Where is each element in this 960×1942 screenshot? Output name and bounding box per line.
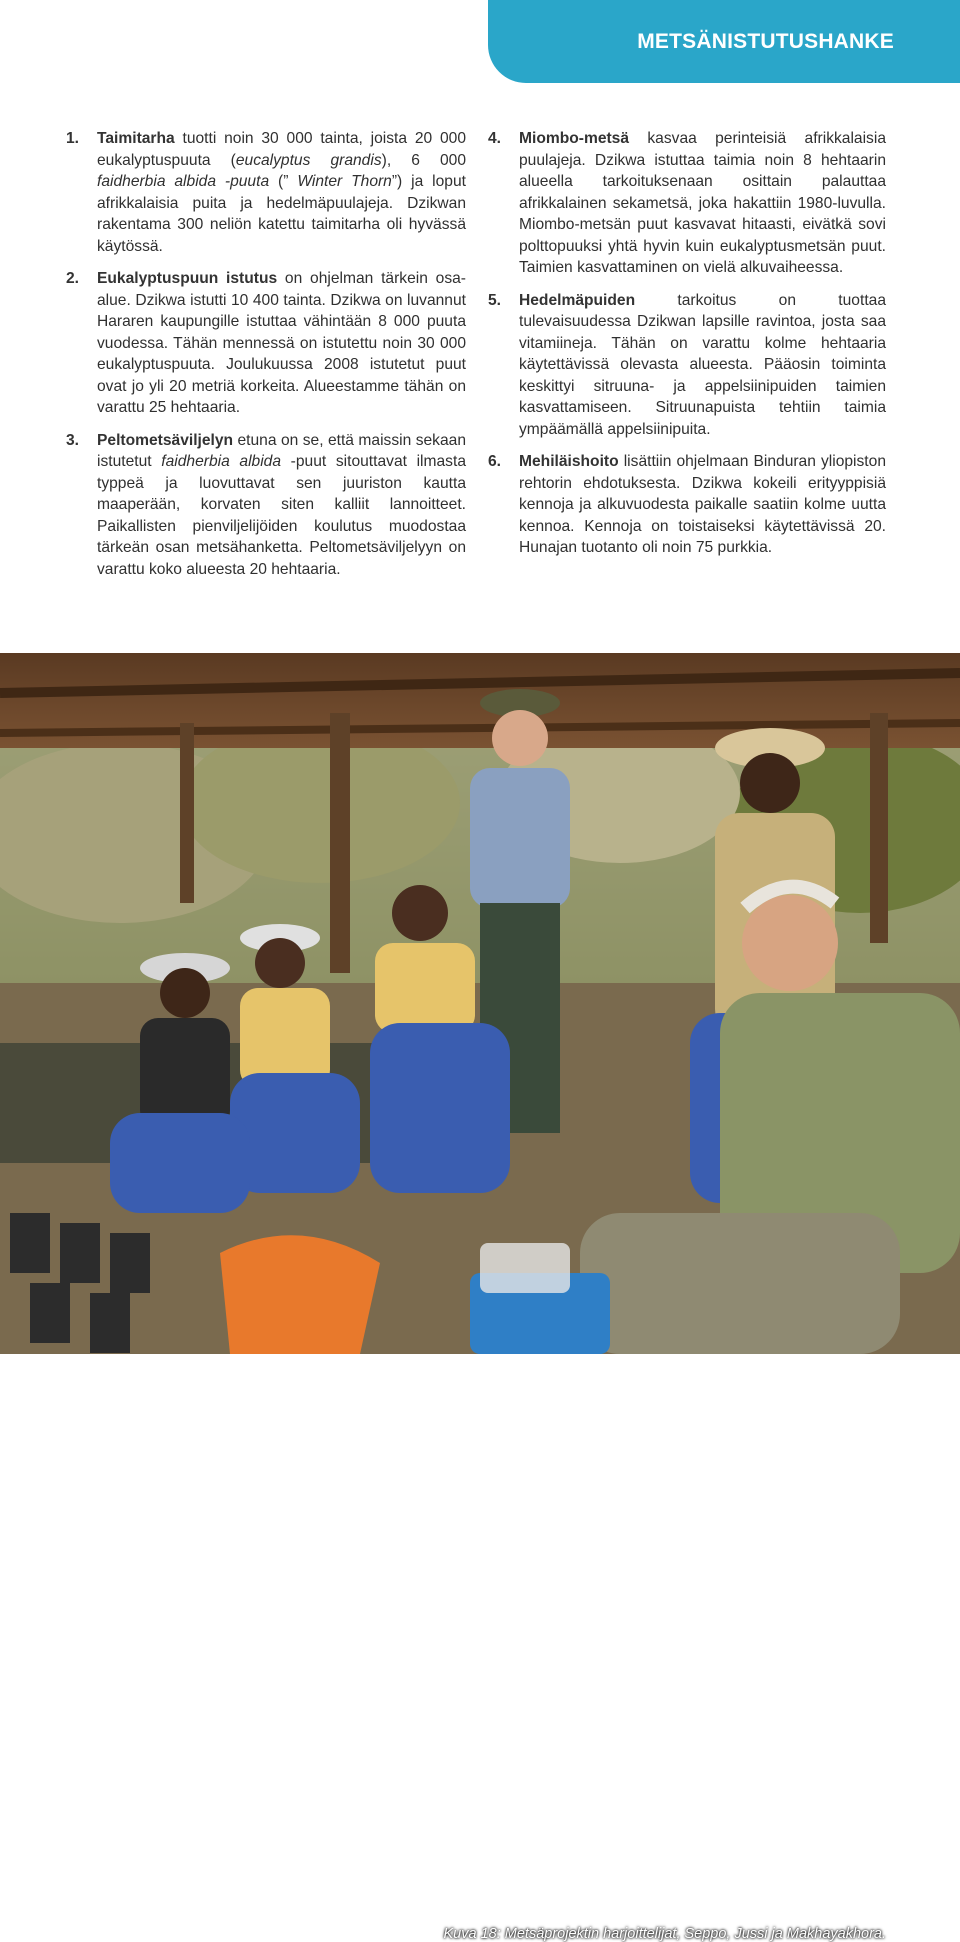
item-text-run: Winter Thorn bbox=[297, 173, 392, 190]
list-item bbox=[488, 451, 886, 559]
item-heading: Peltometsäviljelyn bbox=[97, 431, 234, 449]
item-heading: Mehiläishoito bbox=[519, 453, 619, 470]
item-number: 4. bbox=[488, 130, 502, 147]
item-text bbox=[519, 128, 886, 279]
photo-illustration bbox=[0, 653, 960, 1354]
item-text-run: (” bbox=[269, 173, 298, 190]
item-number: 5. bbox=[488, 291, 502, 309]
photo-caption: Kuva 18: Metsäprojektin harjoittelijat, Seppo, Jussi ja Makhayakhora. bbox=[443, 1926, 886, 1942]
item-number: 6. bbox=[488, 453, 502, 470]
left-column bbox=[66, 128, 466, 591]
item-text bbox=[97, 268, 466, 419]
list-item bbox=[66, 430, 466, 581]
item-text-run: kasvaa perinteisiä afrikkalaisia puulajeja. Dzikwa istuttaa taimia noin 8 hehtaarin alueella tarkoituksenaan osittain palauttaa afrikkalainen sekametsä, joka hakattiin 1980-luvulla. Miombo-metsän puut kasvavat hitaasti, eivätkä sovi polttopuuksi yhtä hyvin kuin eukalyptusmetsän puut. Taimien kasvattaminen on vielä alkuvaiheessa. bbox=[519, 130, 886, 276]
item-text-run: ”) ja loput afrikkalaisia puita ja hedelmäpuulajeja. Dzikwan rakentama 300 neliön katettu taimitarha oli hyvässä käytössä. bbox=[97, 173, 466, 255]
list-item bbox=[488, 128, 886, 279]
list-item bbox=[66, 268, 466, 419]
right-column bbox=[488, 128, 886, 570]
item-text-run: etuna on se, että maissin sekaan istutetut bbox=[97, 431, 466, 470]
list-item bbox=[66, 128, 466, 257]
item-number: 3. bbox=[66, 431, 80, 449]
item-text-run: -puut sitouttavat ilmasta typpeä ja luovuttavat sen juuriston kautta maaperään, korvaten siten kalliit lannoitteet. Paikallisten pienviljelijöiden koulutus muodostaa tärkeän osan metsähanketta. Peltometsäviljelyyn on varattu koko alueesta 20 hehtaaria. bbox=[97, 453, 466, 578]
item-heading: Taimitarha bbox=[97, 130, 175, 147]
item-text bbox=[519, 290, 886, 441]
item-text-run: on ohjelman tärkein osa-alue. Dzikwa istutti 10 400 tainta. Dzikwa on luvannut Hararen kaupungille istuttaa vähintään 8 000 puuta vuodessa. Tähän mennessä on istutettu noin 30 000 eukalyptuspuuta. Joulukuussa 2008 istutetut puut ovat jo yli 20 metriä korkeita. Alueestamme tähän on varattu 25 hehtaaria. bbox=[97, 270, 466, 416]
item-heading: Miombo-metsä bbox=[519, 130, 630, 147]
header-banner bbox=[488, 0, 960, 83]
item-text-run: tarkoitus on tuottaa tulevaisuudessa Dzikwan lapsille ravintoa, josta saa vitamiineja. Tähän on varattu kolme hehtaaria käytettävissä olevasta alueesta. Pääosin toiminta keskittyi sitruuna- ja appelsiinipuiden taimien kasvattamiseen. Sitruunapuista tehtiin taimia ympäämällä appelsiinipuita. bbox=[519, 291, 886, 438]
item-text bbox=[519, 451, 886, 559]
item-text-run: eucalyptus grandis bbox=[235, 151, 382, 169]
item-text bbox=[97, 430, 466, 581]
page-title: METSÄNISTUTUSHANKE bbox=[637, 30, 894, 53]
item-text-run: tuotti noin 30 000 tainta, joista 20 000 eukalyptuspuuta ( bbox=[97, 130, 466, 169]
item-text-run: faidherbia albida bbox=[161, 453, 282, 470]
item-number: 2. bbox=[66, 270, 80, 287]
item-text bbox=[97, 128, 466, 257]
nursery-photo bbox=[0, 653, 960, 1942]
list-item bbox=[488, 290, 886, 441]
item-text-run: lisättiin ohjelmaan Binduran yliopiston rehtorin ehdotuksesta. Dzikwa kokeili erityyppisiä kennoja ja alkuvuodesta paikalle saatiin kolme uutta kennoa. Kennoja on toistaiseksi käytettävissä 20. Hunajan tuotanto oli noin 75 purkkia. bbox=[519, 453, 886, 556]
item-text-run: ), 6 000 bbox=[381, 151, 466, 169]
item-heading: Eukalyptuspuun istutus bbox=[97, 270, 278, 287]
item-number: 1. bbox=[66, 130, 80, 147]
item-heading: Hedelmäpuiden bbox=[519, 291, 636, 309]
item-text-run: faidherbia albida -puuta bbox=[97, 173, 270, 190]
